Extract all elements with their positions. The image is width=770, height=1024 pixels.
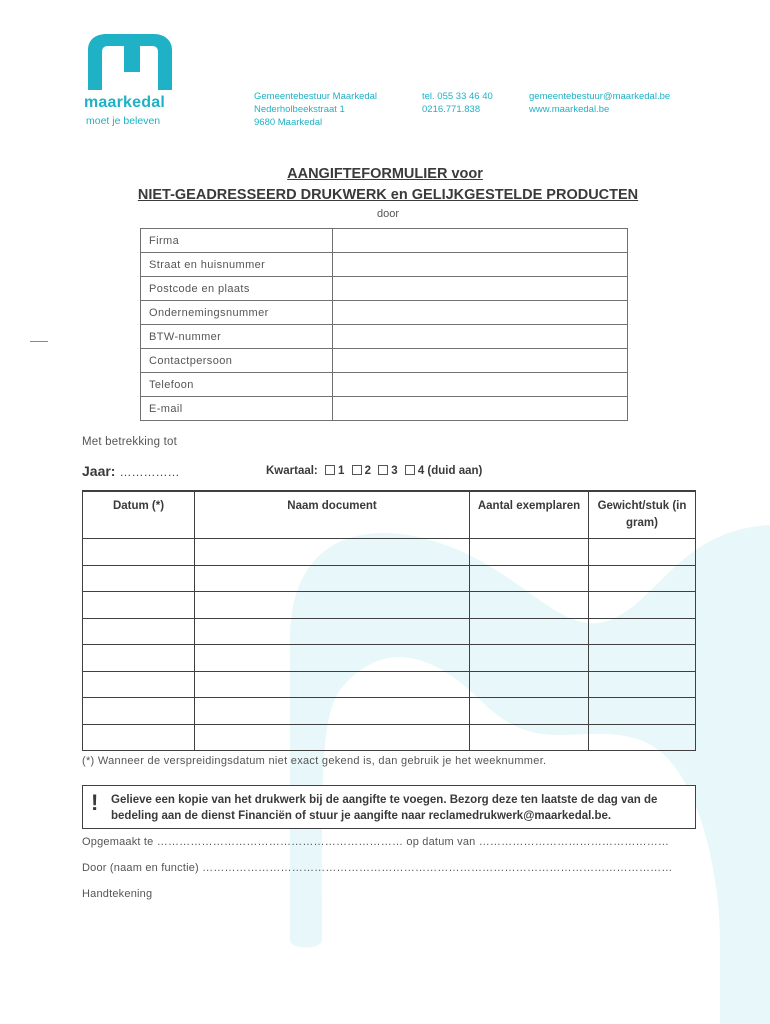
- cell-weight[interactable]: [589, 618, 696, 645]
- quarter-3-label: 3: [391, 465, 398, 477]
- quarter-label: Kwartaal:: [266, 465, 318, 477]
- quarter-4-label: 4 (duid aan): [417, 465, 483, 477]
- table-row: [83, 592, 696, 619]
- quarter-2-checkbox[interactable]: [352, 465, 362, 475]
- form-subtitle: NIET-GEADRESSEERD DRUKWERK en GELIJKGESTELDE PRODUCTEN: [137, 187, 639, 203]
- name-function-line[interactable]: Door (naam en functie) ………………………………………………………………………………………………………………: [82, 862, 673, 874]
- cell-date[interactable]: [83, 565, 195, 592]
- info-input[interactable]: [333, 229, 628, 253]
- cell-document-name[interactable]: [195, 671, 470, 698]
- contact-phone-block: [422, 90, 493, 116]
- cell-date[interactable]: [83, 724, 195, 751]
- regarding-label: Met betrekking tot: [82, 436, 178, 448]
- table-header-row: [83, 491, 696, 539]
- contact-email: gemeentebestuur@maarkedal.be: [529, 91, 671, 102]
- brand-name: maarkedal: [84, 94, 165, 111]
- table-row: [83, 618, 696, 645]
- table-row: [83, 645, 696, 672]
- by-label: door: [376, 208, 400, 220]
- cell-weight[interactable]: [589, 645, 696, 672]
- info-input[interactable]: [333, 301, 628, 325]
- info-label: E-mail: [141, 397, 333, 421]
- cell-document-name[interactable]: [195, 645, 470, 672]
- year-blank[interactable]: ……………: [119, 465, 180, 479]
- signature-label: Handtekening: [82, 888, 153, 900]
- brand-tagline: moet je beleven: [86, 115, 161, 127]
- info-label: Postcode en plaats: [141, 277, 333, 301]
- info-input[interactable]: [333, 349, 628, 373]
- info-label: Straat en huisnummer: [141, 253, 333, 277]
- contact-company-number: 0216.771.838: [422, 104, 481, 115]
- quarter-field: [266, 465, 482, 477]
- info-row: [141, 229, 628, 253]
- cell-copies[interactable]: [470, 671, 589, 698]
- quarter-4-checkbox[interactable]: [405, 465, 415, 475]
- info-label: Contactpersoon: [141, 349, 333, 373]
- cell-date[interactable]: [83, 671, 195, 698]
- cell-weight[interactable]: [589, 565, 696, 592]
- contact-website: www.maarkedal.be: [529, 104, 610, 115]
- table-row: [83, 565, 696, 592]
- cell-weight[interactable]: [589, 592, 696, 619]
- cell-weight[interactable]: [589, 671, 696, 698]
- company-info-table: [140, 228, 628, 421]
- table-row: [83, 671, 696, 698]
- cell-date[interactable]: [83, 539, 195, 566]
- quarter-2-label: 2: [364, 465, 371, 477]
- cell-document-name[interactable]: [195, 592, 470, 619]
- cell-document-name[interactable]: [195, 724, 470, 751]
- cell-copies[interactable]: [470, 698, 589, 725]
- cell-date[interactable]: [83, 645, 195, 672]
- info-input[interactable]: [333, 253, 628, 277]
- info-label: Telefoon: [141, 373, 333, 397]
- info-row: [141, 349, 628, 373]
- header-date: Datum (*): [83, 491, 195, 539]
- table-row: [83, 698, 696, 725]
- distribution-table: [82, 490, 696, 751]
- quarter-1-label: 1: [337, 465, 345, 477]
- cell-document-name[interactable]: [195, 618, 470, 645]
- footnote: (*) Wanneer de verspreidingsdatum niet exact gekend is, dan gebruik je het weeknummer.: [82, 755, 547, 767]
- info-row: [141, 373, 628, 397]
- contact-org: Gemeentebestuur Maarkedal: [254, 91, 378, 102]
- cell-copies[interactable]: [470, 539, 589, 566]
- cell-copies[interactable]: [470, 592, 589, 619]
- made-at-line[interactable]: Opgemaakt te ………………………………………………………… op datum van ……………………………………………: [82, 836, 670, 848]
- year-field[interactable]: [82, 463, 179, 479]
- quarter-3-checkbox[interactable]: [378, 465, 388, 475]
- contact-address: [254, 90, 377, 129]
- info-label: Firma: [141, 229, 333, 253]
- fold-mark: [30, 341, 48, 342]
- cell-weight[interactable]: [589, 539, 696, 566]
- table-row: [83, 724, 696, 751]
- cell-document-name[interactable]: [195, 565, 470, 592]
- header-copies: Aantal exemplaren: [470, 491, 589, 539]
- cell-date[interactable]: [83, 618, 195, 645]
- cell-copies[interactable]: [470, 565, 589, 592]
- info-row: [141, 301, 628, 325]
- cell-copies[interactable]: [470, 724, 589, 751]
- info-label: Ondernemingsnummer: [141, 301, 333, 325]
- contact-online-block: [529, 90, 670, 116]
- info-input[interactable]: [333, 325, 628, 349]
- cell-weight[interactable]: [589, 698, 696, 725]
- contact-street: Nederholbeekstraat 1: [254, 104, 345, 115]
- notice-box: [82, 785, 696, 829]
- info-row: [141, 277, 628, 301]
- cell-copies[interactable]: [470, 618, 589, 645]
- info-row: [141, 397, 628, 421]
- cell-date[interactable]: [83, 592, 195, 619]
- info-row: [141, 325, 628, 349]
- info-input[interactable]: [333, 277, 628, 301]
- info-input[interactable]: [333, 397, 628, 421]
- table-row: [83, 539, 696, 566]
- header-weight: Gewicht/stuk (in gram): [589, 491, 696, 539]
- exclamation-icon: !: [91, 790, 99, 815]
- info-label: BTW-nummer: [141, 325, 333, 349]
- info-input[interactable]: [333, 373, 628, 397]
- cell-document-name[interactable]: [195, 698, 470, 725]
- quarter-1-checkbox[interactable]: [325, 465, 335, 475]
- form-title: AANGIFTEFORMULIER voor: [287, 166, 483, 182]
- info-row: [141, 253, 628, 277]
- cell-document-name[interactable]: [195, 539, 470, 566]
- contact-phone: tel. 055 33 46 40: [422, 91, 493, 102]
- contact-city: 9680 Maarkedal: [254, 117, 323, 128]
- cell-copies[interactable]: [470, 645, 589, 672]
- header-document-name: Naam document: [195, 491, 470, 539]
- year-label: Jaar:: [82, 463, 116, 479]
- notice-text: Gelieve een kopie van het drukwerk bij de aangifte te voegen. Bezorg deze ten laatste de dag van de bedeling aan de dienst Financiën of stuur je aangifte naar reclamedrukwerk@maarkedal.be.: [111, 794, 658, 822]
- cell-date[interactable]: [83, 698, 195, 725]
- cell-weight[interactable]: [589, 724, 696, 751]
